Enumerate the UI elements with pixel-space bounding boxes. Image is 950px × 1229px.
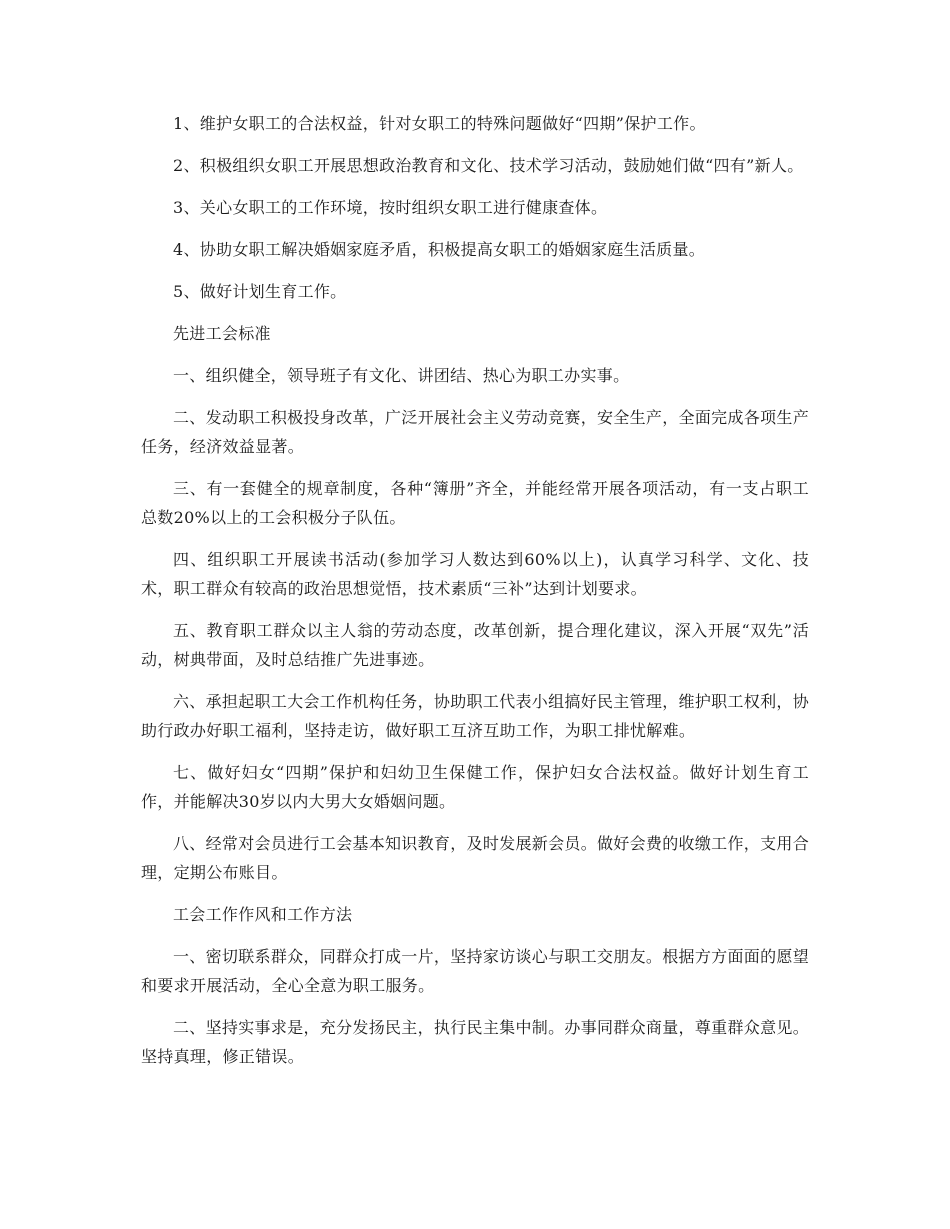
section-heading-advanced-union-standards: 先进工会标准 (173, 324, 271, 343)
paragraph-item-4: 4、协助女职工解决婚姻家庭矛盾，积极提高女职工的婚姻家庭生活质量。 (173, 240, 706, 259)
standard-item-3: 三、有一套健全的规章制度，各种“簿册”齐全，并能经常开展各项活动，有一支占职工总数20%以上的工会积极分子队伍。 (141, 479, 809, 527)
paragraph-item-1: 1、维护女职工的合法权益，针对女职工的特殊问题做好“四期”保护工作。 (173, 114, 706, 133)
standard-item-8: 八、经常对会员进行工会基本知识教育，及时发展新会员。做好会费的收缴工作，支用合理，定期公布账目。 (141, 834, 809, 882)
document-body (141, 109, 809, 1084)
paragraph-item-3: 3、关心女职工的工作环境，按时组织女职工进行健康查体。 (173, 198, 608, 217)
standard-item-2: 二、发动职工积极投身改革，广泛开展社会主义劳动竞赛，安全生产，全面完成各项生产任务，经济效益显著。 (141, 408, 809, 456)
section-heading-work-style-methods: 工会工作作风和工作方法 (173, 905, 353, 924)
standard-item-5: 五、教育职工群众以主人翁的劳动态度，改革创新，提合理化建议，深入开展“双先”活动，树典带面，及时总结推广先进事迹。 (141, 621, 809, 669)
method-item-2: 二、坚持实事求是，充分发扬民主，执行民主集中制。办事同群众商量，尊重群众意见。坚持真理，修正错误。 (141, 1018, 809, 1066)
paragraph-item-5: 5、做好计划生育工作。 (173, 282, 347, 301)
standard-item-4: 四、组织职工开展读书活动(参加学习人数达到60%以上)，认真学习科学、文化、技术，职工群众有较高的政治思想觉悟，技术素质“三补”达到计划要求。 (141, 550, 809, 598)
paragraph-item-2: 2、积极组织女职工开展思想政治教育和文化、技术学习活动，鼓励她们做“四有”新人。 (173, 156, 804, 175)
standard-item-6: 六、承担起职工大会工作机构任务，协助职工代表小组搞好民主管理，维护职工权利，协助行政办好职工福利，坚持走访，做好职工互济互助工作，为职工排忧解难。 (141, 692, 809, 740)
standard-item-1: 一、组织健全，领导班子有文化、讲团结、热心为职工办实事。 (173, 366, 630, 385)
method-item-1: 一、密切联系群众，同群众打成一片，坚持家访谈心与职工交朋友。根据方方面面的愿望和要求开展活动，全心全意为职工服务。 (141, 947, 809, 995)
standard-item-7: 七、做好妇女“四期”保护和妇幼卫生保健工作，保护妇女合法权益。做好计划生育工作，并能解决30岁以内大男大女婚姻问题。 (141, 763, 809, 811)
